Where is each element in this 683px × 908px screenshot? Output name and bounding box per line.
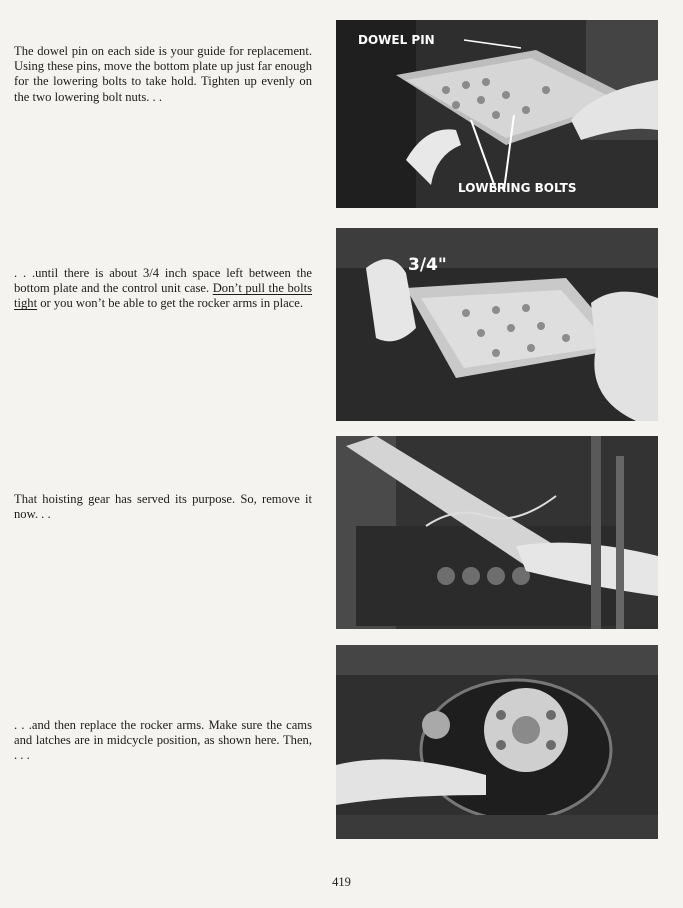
label-lowering-bolts: LOWERING BOLTS (458, 181, 577, 195)
caption-text-after: or you won’t be able to get the rocker arms in place. (37, 296, 303, 311)
caption-rocker-arms: . . .and then replace the rocker arms. Make sure the cams and latches are in midcycle position, as shown here. Then, . . . (14, 718, 312, 763)
caption-three-quarter-inch (14, 266, 312, 312)
caption-dowel-pin: The dowel pin on each side is your guide for replacement. Using these pins, move the bottom plate up just far enough for the lowering bolts to take hold. Tighten up evenly on the two lowering bolt nuts. . . (14, 44, 312, 104)
photo-three-quarter-space (336, 228, 658, 421)
photo-three-quarter-space-image (336, 228, 658, 421)
caption-text-before: . . .until there is about 3/4 inch space left between the bottom plate and the control unit case. (14, 266, 312, 296)
page-number: 419 (332, 875, 351, 889)
photo-rocker-arms-image (336, 645, 658, 839)
label-dowel-pin: DOWEL PIN (358, 33, 435, 47)
photo-dowel-pin-image (336, 20, 658, 208)
caption-hoisting-gear: That hoisting gear has served its purpose. So, remove it now. . . (14, 492, 312, 522)
photo-hoisting-gear (336, 436, 658, 629)
caption-underlined-warning: Don’t pull the bolts tight (14, 281, 312, 311)
photo-rocker-arms (336, 645, 658, 839)
label-three-quarter-inch: 3/4" (408, 255, 447, 275)
photo-dowel-pin (336, 20, 658, 208)
photo-hoisting-gear-image (336, 436, 658, 629)
